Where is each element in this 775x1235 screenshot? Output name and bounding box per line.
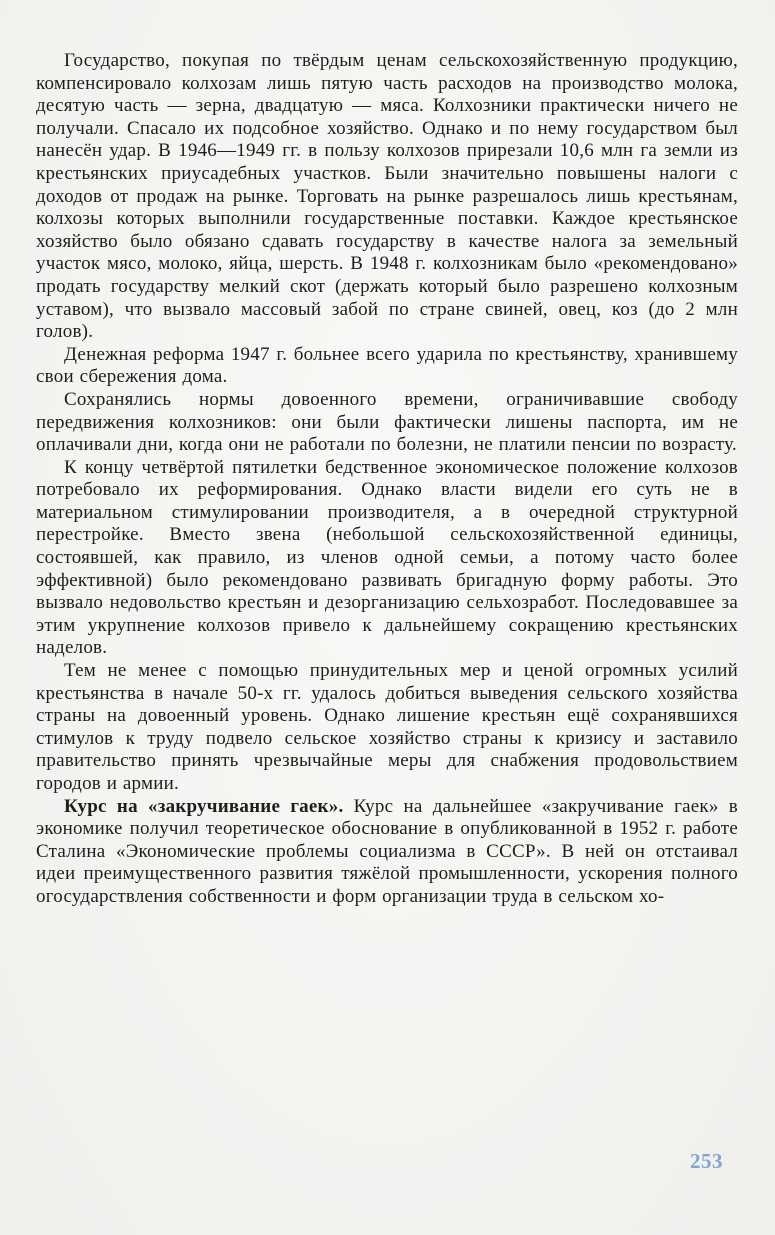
paragraph: К концу четвёртой пятилетки бедственное экономическое положение колхозов потребовало их реформирования. Однако власти видели его суть не в материальном стимулировании производителя, а в очередной структурной перестройке. Вместо звена (небольшой сельскохозяйственной единицы, состоявшей, как правило, из членов одной семьи, а потому часто более эффективной) было рекомендовано развивать бригадную форму работы. Это вызвало недовольство крестьян и дезорганизацию сельхозработ. Последовавшее за этим укрупнение колхозов привело к дальнейшему сокращению крестьянских наделов. xyxy=(36,456,738,659)
paragraph-text: Курс на дальнейшее «закручивание гаек» в экономике получил теоретическое обоснование в опубликованной в 1952 г. работе Сталина «Экономические проблемы социализма в СССР». В ней он отстаивал идеи преимущественного развития тяжёлой промышленности, ускорения полного огосударствления собственности и форм организации труда в сельском хо- xyxy=(36,795,738,907)
page-number: 253 xyxy=(690,1149,723,1173)
paragraph-with-runin-heading xyxy=(36,796,738,909)
paragraph: Тем не менее с помощью принудительных мер и ценой огромных усилий крестьянства в начале 50-х гг. удалось добиться выведения сельского хозяйства страны на довоенный уровень. Однако лишение крестьян ещё сохранявшихся стимулов к труду подвело сельское хозяйство страны к кризису и заставило правительство принять чрезвычайные меры для снабжения продовольствием городов и армии. xyxy=(36,660,738,794)
paragraph: Государство, покупая по твёрдым ценам сельскохозяйственную продукцию, компенсировало колхозам лишь пятую часть расходов на производство молока, десятую часть — зерна, двадцатую — мяса. Колхозники практически ничего не получали. Спасало их подсобное хозяйство. Однако и по нему государством был нанесён удар. В 1946—1949 гг. в пользу колхозов прирезали 10,6 млн га земли из крестьянских приусадебных участков. Были значительно повышены налоги с доходов от продаж на рынке. Торговать на рынке разрешалось лишь крестьянам, колхозы которых выполнили государственные поставки. Каждое крестьянское хозяйство было обязано сдавать государству в качестве налога за земельный участок мясо, молоко, яйца, шерсть. В 1948 г. колхозникам было «рекомендовано» продать государству мелкий скот (держать который было разрешено колхозным уставом), что вызвало массовый забой по стране свиней, овец, коз (до 2 млн голов). xyxy=(36,50,738,343)
runin-heading: Курс на «закручивание гаек». xyxy=(64,795,344,817)
paragraph: Денежная реформа 1947 г. больнее всего ударила по крестьянству, хранившему свои сбережения дома. xyxy=(36,343,738,388)
text-block xyxy=(36,50,738,909)
paragraph: Сохранялись нормы довоенного времени, ограничивавшие свободу передвижения колхозников: они были фактически лишены паспорта, им не оплачивали дни, когда они не работали по болезни, не платили пенсии по возрасту. xyxy=(36,388,738,456)
